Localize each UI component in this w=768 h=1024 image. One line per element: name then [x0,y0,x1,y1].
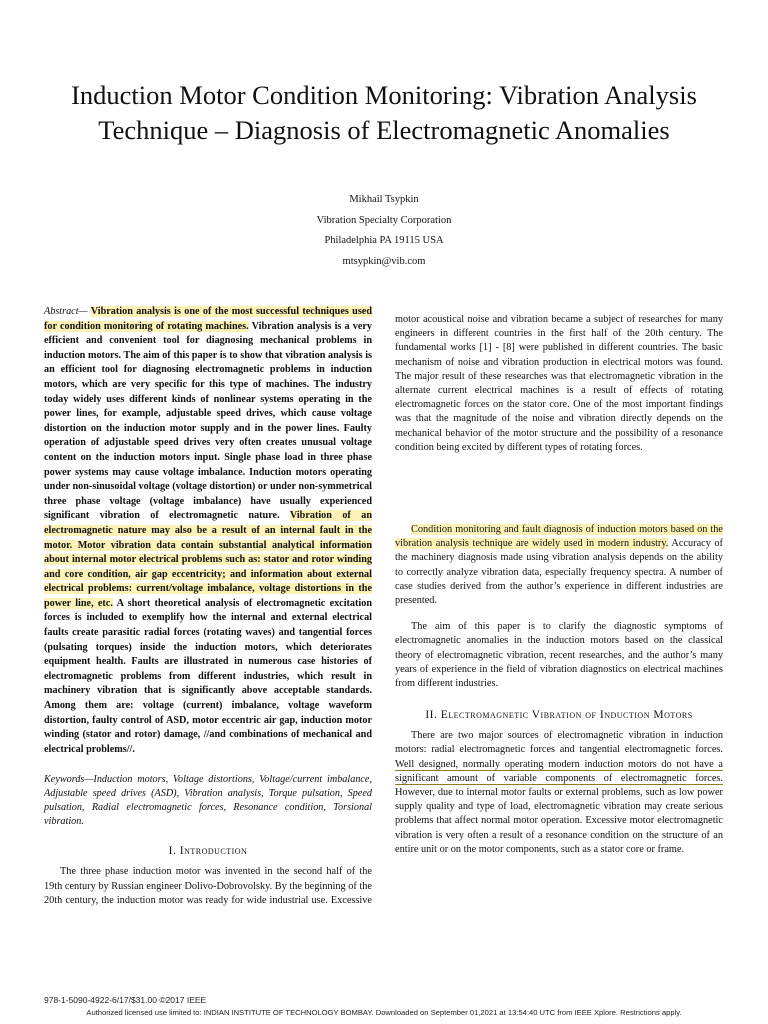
paper-title: Induction Motor Condition Monitoring: Vibration Analysis Technique – Diagnosis of Electromagnetic Anomalies [71,80,697,145]
intro-paragraph-3: The aim of this paper is to clarify the diagnostic symptoms of electromagnetic anomalies in the induction motors based on the classical theory of electromagnetic vibration, recent researches, and the author’s many years of experience in the field of vibration diagnostics on electrical machines from different industries. [395,621,723,690]
footer-license: Authorized licensed use limited to: INDIAN INSTITUTE OF TECHNOLOGY BOMBAY. Downloaded on September 01,2021 at 13:54:40 UTC from IEEE Xplore. Restrictions apply. [86,1008,682,1017]
section-heading-electromagnetic: II. Electromagnetic Vibration of Induction Motors [425,709,693,722]
author-affiliation: Vibration Specialty Corporation [316,214,452,226]
intro-paragraph-2-text: Accuracy of the machinery diagnosis made using vibration analysis depends on the ability to correctly analyze vibration data, especially frequency spectra. A number of case studies derived from the author’s experience in different industries are presented. [395,538,723,607]
intro-paragraph-1-start [44,865,372,908]
intro-continued [395,313,723,691]
right-column [395,313,723,857]
section-2-body [395,729,723,857]
abstract-lead: Abstract— [44,306,88,317]
author-name: Mikhail Tsypkin [349,194,419,205]
abstract-highlight-2: Vibration of an electromagnetic nature may also be a result of an internal fault in the motor. Motor vibration data contain substantial analytical information about internal motor electrical problems such as: stator and rotor winding and core condition, air gap eccentricity; and information about external electrical problems: current/voltage imbalance, voltage distortions in the power line, etc. [44,510,372,609]
intro-paragraph-1-cont [395,313,723,511]
section-2-text-a: There are two major sources of electromagnetic vibration in induction motors: radial electromagnetic forces and tangential electromagnetic forces. [395,730,723,756]
left-column [44,305,372,908]
intro-paragraph-2 [395,523,723,608]
author-email: mtsypkin@vib.com [342,255,426,267]
section-2-underlined: Well designed, normally operating modern induction motors do not have a significant amount of variable components of electromagnetic forces. [395,758,723,784]
section-heading-introduction: I. Introduction [168,845,248,858]
section-2-text-b: However, due to internal motor faults or external problems, such as low power supply quality and type of load, electromagnetic vibration may create serious problems that affect normal motor operation. Excessive motor electromagnetic vibration is very often a result of a resonance condition on the structure of an entire unit or on the motor components, such as a stator core or frame. [395,787,723,855]
intro-paragraph-2-highlight: Condition monitoring and fault diagnosis of induction motors based on the vibration analysis technique are widely used in modern industry. [395,524,723,550]
abstract [44,305,372,757]
intro-paragraph-1-cont-text: motor acoustical noise and vibration became a subject of researches for many engineers in different countries in the first half of the 20th century. The fundamental works [1] - [8] were published in different countries. The basic mechanism of noise and vibration production in electrical motors was found. The major result of these researches was that electromagnetic vibration in the alternate current electrical machines is a result of effects of rotating electromagnetic forces on the stator core. One of the most important findings was that the magnitude of the noise and vibration directly depends on the mechanical behavior of the motor structure and the possibility of a resonance condition being excited by different types of rotating forces. [395,314,723,453]
author-location: Philadelphia PA 19115 USA [324,235,444,246]
abstract-highlight-1: Vibration analysis is one of the most successful techniques used for condition monitoring of rotating machines. [44,306,372,332]
abstract-text-2: A short theoretical analysis of electromagnetic excitation forces is included to exemplify how the internal and external electrical faults create parasitic radial forces (rotating waves) and tangential forces (pulsating torques) inside the induction motors, which deteriorates equipment health. Faults are illustrated in numerous case histories of electromagnetic problems from different industries, which result in machinery vibration that is significantly above acceptable standards. Among them are: voltage (current) imbalance, voltage waveform distortion, faulty control of ASD, motor eccentric air gap, induction motor winding (stator and rotor) damage, //and combinations of mechanical and electrical problems//. [44,597,373,755]
footer-isbn: 978-1-5090-4922-6/17/$31.00 ©2017 IEEE [44,995,207,1005]
section-2-paragraph-1 [395,729,723,857]
author-block [200,190,568,272]
intro-paragraph-1: The three phase induction motor was invented in the second half of the 19th century by Russian engineer Dolivo-Dobrovolsky. By the beginning of the 20th century, the induction motor was ready for wide industrial use. Excessive [44,866,372,906]
keywords: Keywords—Induction motors, Voltage distortions, Voltage/current imbalance, Adjustable speed drives (ASD), Vibration analysis, Torque pulsation, Speed pulsation, Radial electromagnetic forces, Resonance condition, Torsional vibration. [44,774,372,828]
abstract-text-1: Vibration analysis is a very efficient and convenient tool for diagnosing mechanical problems in induction motors. The aim of this paper is to show that vibration analysis is an efficient tool for diagnosing electromagnetic problems in induction motors, which are very specific for this type of machines. The industry today widely uses different kinds of nonlinear systems operating in the power lines, for example, adjustable speed drives, which cause voltage distortion on the induction motor supply and in the power lines. Faulty operation of adjustable speed drives very often creates unusual voltage content on the induction motors input. Single phase load in three phase power systems may cause voltage imbalance. Induction motors operating under non-sinusoidal voltage (voltage distortion) or under non-symmetrical three phase voltage (voltage imbalance) have usually experienced significant vibration of electromagnetic nature. [44,320,372,522]
